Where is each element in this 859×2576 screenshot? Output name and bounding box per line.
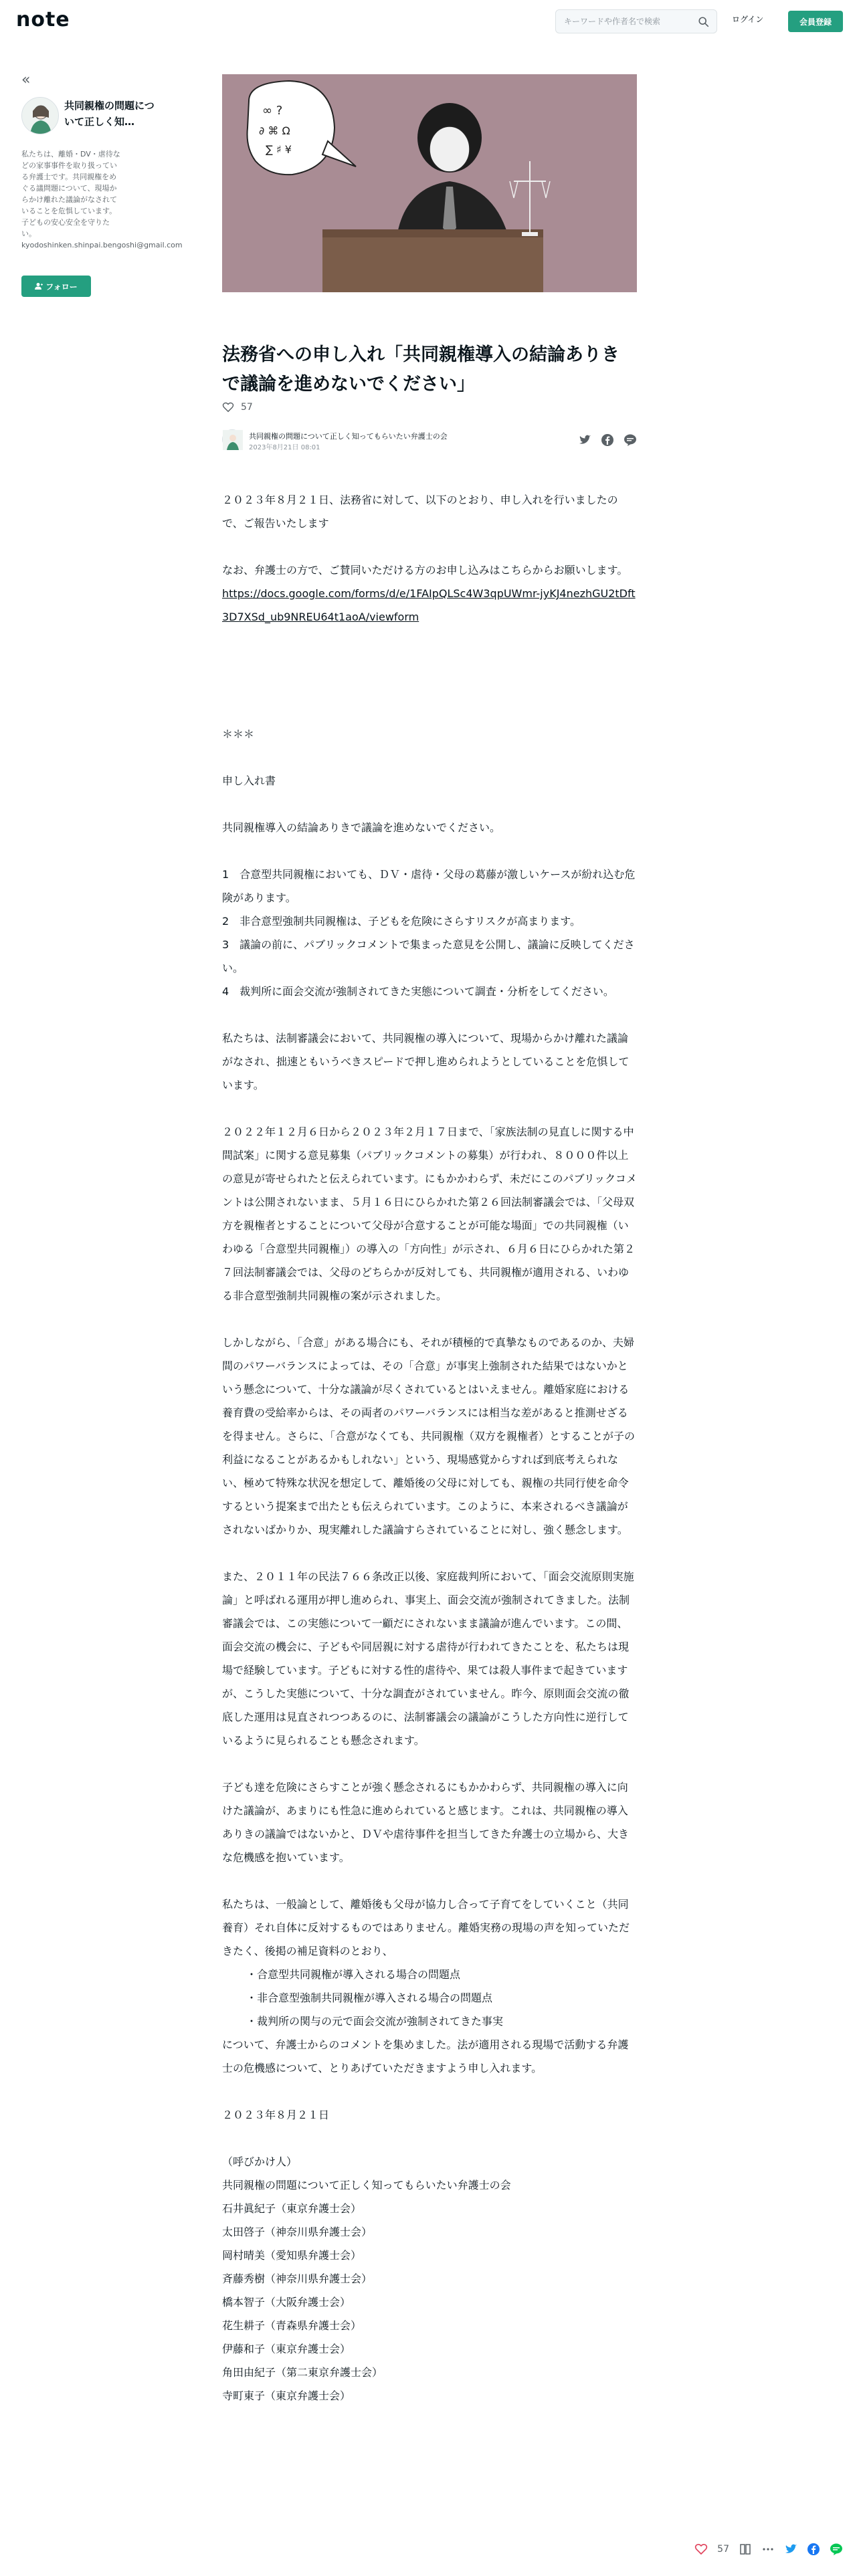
paragraph: 私たちは、法制審議会において、共同親権の導入について、現場からかけ離れた議論がなされ、拙速ともいうべきスピードで押し進められようとしていることを危惧しています。 xyxy=(222,1032,630,1091)
svg-text:∂ ⌘ Ω: ∂ ⌘ Ω xyxy=(259,124,290,137)
twitter-share-icon[interactable] xyxy=(784,2543,797,2556)
signer: 花生耕子（青森県弁護士会） xyxy=(222,2319,362,2332)
twitter-icon[interactable] xyxy=(578,433,591,447)
signer-list xyxy=(222,2197,637,2407)
more-options-icon[interactable] xyxy=(761,2543,775,2556)
facebook-share-icon[interactable] xyxy=(807,2543,820,2556)
paragraph: ２０２３年８月２１日、法務省に対して、以下のとおり、申し入れを行いましたので、ご報告いたします xyxy=(222,494,618,530)
signer: 寺町東子（東京弁護士会） xyxy=(222,2389,351,2402)
search-input[interactable] xyxy=(564,17,698,26)
search-icon[interactable] xyxy=(698,16,710,28)
signer: 石井眞紀子（東京弁護士会） xyxy=(222,2202,362,2215)
collapse-sidebar-icon[interactable]: « xyxy=(21,72,31,88)
list-item: 3 議論の前に、パブリックコメントで集まった意見を公開し、議論に反映してください。 xyxy=(222,938,635,974)
paragraph: について、弁護士からのコメントを集めました。法が適用される現場で活動する弁護士の危機感について、とりあげていただきますよう申し入れます。 xyxy=(222,2038,629,2074)
follow-label: フォロー xyxy=(45,282,78,292)
signer: 伊藤和子（東京弁護士会） xyxy=(222,2343,351,2355)
creator-avatar[interactable] xyxy=(21,97,59,134)
signer: 斉藤秀樹（神奈川県弁護士会） xyxy=(222,2272,373,2285)
paragraph: 私たちは、一般論として、離婚後も父母が協力し合って子育てをしていくこと（共同養育）それ自体に反対するものではありません。離婚実務の現場の声を知っていただきたく、後掲の補足資料のとおり、 xyxy=(222,1898,630,1957)
paragraph: ２０２２年１２月６日から２０２３年２月１７日まで、「家族法制の見直しに関する中間試案」に関する意見募集（パブリックコメントの募集）が行われ、８０００件以上の意見が寄せられたと伝えられています。にもかかわらず、未だにこのパブリックコメントは公開されないまま、５月１６日にひらかれた第２６回法制審議会では、「父母双方を親権者とすることについて父母が合意することが可能な場面」での共同親権（いわゆる「合意型共同親権」）の導入の「方向性」が示され、６月６日にひらかれた第２７回法制審議会では、父母のどちらかが反対しても、共同親権が適用される、いわゆる非合意型強制共同親権の案が示されました。 xyxy=(222,1125,637,1302)
article-title: 法務省への申し入れ「共同親権導入の結論ありきで議論を進めないでください」 xyxy=(222,344,619,395)
sub-list-item: ・裁判所の関与の元で面会交流が強制されてきた事実 xyxy=(246,2015,504,2028)
section-heading: 申し入れ書 xyxy=(222,774,276,787)
sub-list-item: ・非合意型強制共同親権が導入される場合の問題点 xyxy=(246,1992,493,2004)
creator-name[interactable]: 共同親権の問題について正しく知… xyxy=(64,100,155,128)
paragraph: なお、弁護士の方で、ご賛同いただける方のお申し込みはこちらからお願いします。 xyxy=(222,564,628,576)
site-header xyxy=(0,0,859,41)
article-body xyxy=(222,488,637,2407)
line-share-icon[interactable] xyxy=(830,2543,843,2556)
list-item: 2 非合意型強制共同親権は、子どもを危険にさらすリスクが高まります。 xyxy=(222,915,581,928)
list-item: 1 合意型共同親権においても、ＤＶ・虐待・父母の葛藤が激しいケースが紛れ込む危険があります。 xyxy=(222,868,636,904)
article-hero-image xyxy=(222,74,637,292)
signer: 太田啓子（神奈川県弁護士会） xyxy=(222,2226,373,2238)
like-row xyxy=(222,401,253,413)
paragraph: しかしながら、「合意」がある場合にも、それが積極的で真摯なものであるのか、夫婦間のパワーバランスによっては、その「合意」が事実上強制された結果ではないかという懸念について、十分な議論が尽くされているとはいえません。離婚家庭における養育費の受給率からは、その両者のパワーバランスには相当な差があると推測せざるを得ません。さらに、「合意がなくても、共同親権（双方を親権者）とすることが子の利益になることがあるかもしれない」という、現場感覚からすれば到底考えられない、極めて特殊な状況を想定して、離婚後の父母に対しても、親権の共同行使を命令するという提案まで出たとも伝えられています。このように、本来されるべき議論がされないばかりか、現実離れした議論すらされていることに対し、強く懸念します。 xyxy=(222,1336,635,1536)
author-row xyxy=(222,429,637,456)
organization-name: 共同親権の問題について正しく知ってもらいたい弁護士の会 xyxy=(222,2179,511,2191)
author-avatar-icon xyxy=(223,430,243,450)
svg-text:∞ ?: ∞ ? xyxy=(262,104,283,118)
signer: 角田由紀子（第二東京弁護士会） xyxy=(222,2366,383,2379)
signer: 岡村晴美（愛知県弁護士会） xyxy=(222,2249,362,2262)
google-form-link[interactable]: https://docs.google.com/forms/d/e/1FAIpQLSc4W3qpUWmr-jyKJ4nezhGU2tDft3D7XSd_ub9NREU64t1aoA/viewform xyxy=(222,587,636,623)
date-line: ２０２３年８月２１日 xyxy=(222,2109,330,2121)
heart-icon[interactable] xyxy=(222,401,234,413)
login-link[interactable]: ログイン xyxy=(732,15,764,24)
paragraph: 子ども達を危険にさらすことが強く懸念されるにもかかわらず、共同親権の導入に向けた議論が、あまりにも性急に進められていると感じます。これは、共同親権の導入ありきの議論ではないかと、ＤＶや虐待事件を担当してきた弁護士の立場から、大きな危機感を抱いています。 xyxy=(222,1781,630,1864)
author-name[interactable]: 共同親権の問題について正しく知ってもらいたい弁護士の会 xyxy=(249,432,448,441)
separator-stars: ＊＊＊ xyxy=(222,728,255,740)
bottom-action-bar xyxy=(692,2539,846,2560)
callers-heading: （呼びかけ人） xyxy=(222,2155,298,2168)
post-date: 2023年8月21日 08:01 xyxy=(249,444,320,451)
svg-text:∑ ♯ ¥: ∑ ♯ ¥ xyxy=(266,143,292,156)
creator-bio: 私たちは、離婚・DV・虐待などの家事事件を取り扱っている弁護士です。共同親権をめぐる議問題について、現場からかけ離れた議論がなされていることを危惧しています。子どもの安心安全を守りたい。kyodoshinken.shinpai.bengoshi@gmail.com xyxy=(21,150,183,249)
line-icon[interactable] xyxy=(624,433,637,447)
author-avatar[interactable] xyxy=(222,429,242,449)
sub-list-item: ・合意型共同親権が導入される場合の問題点 xyxy=(246,1968,461,1981)
search-box[interactable] xyxy=(555,9,717,33)
like-count: 57 xyxy=(241,402,253,413)
share-icons xyxy=(578,433,637,447)
magazine-icon[interactable] xyxy=(739,2543,752,2556)
avatar-illustration-icon xyxy=(22,98,59,134)
follow-button[interactable] xyxy=(21,276,91,297)
facebook-icon[interactable] xyxy=(601,433,614,447)
like-heart-icon[interactable] xyxy=(694,2543,708,2556)
note-logo[interactable]: note xyxy=(16,8,70,31)
bottom-like-count: 57 xyxy=(717,2544,729,2555)
follow-user-icon xyxy=(35,282,43,290)
paragraph: また、２０１１年の民法７６６条改正以後、家庭裁判所において、「面会交流原則実施論」と呼ばれる運用が押し進められ、事実上、面会交流が強制されてきました。法制審議会では、この実態について一顧だにされないまま議論が進んでいます。この間、面会交流の機会に、子どもや同居親に対する虐待が行われてきたことを、私たちは現場で経験しています。子どもに対する性的虐待や、果ては殺人事件まで起きていますが、こうした実態について、十分な調査がされていません。昨今、原則面会交流の徹底した運用は見直されつつあるのに、法制審議会の議論がこうした方向性に逆行しているように見られることも懸念されます。 xyxy=(222,1570,634,1747)
paragraph: 共同親権導入の結論ありきで議論を進めないでください。 xyxy=(222,821,501,834)
hero-illustration xyxy=(222,74,637,292)
signer: 橋本智子（大阪弁護士会） xyxy=(222,2296,351,2309)
signup-button[interactable]: 会員登録 xyxy=(788,11,843,32)
list-item: 4 裁判所に面会交流が強制されてきた実態について調査・分析をしてください。 xyxy=(222,985,614,998)
